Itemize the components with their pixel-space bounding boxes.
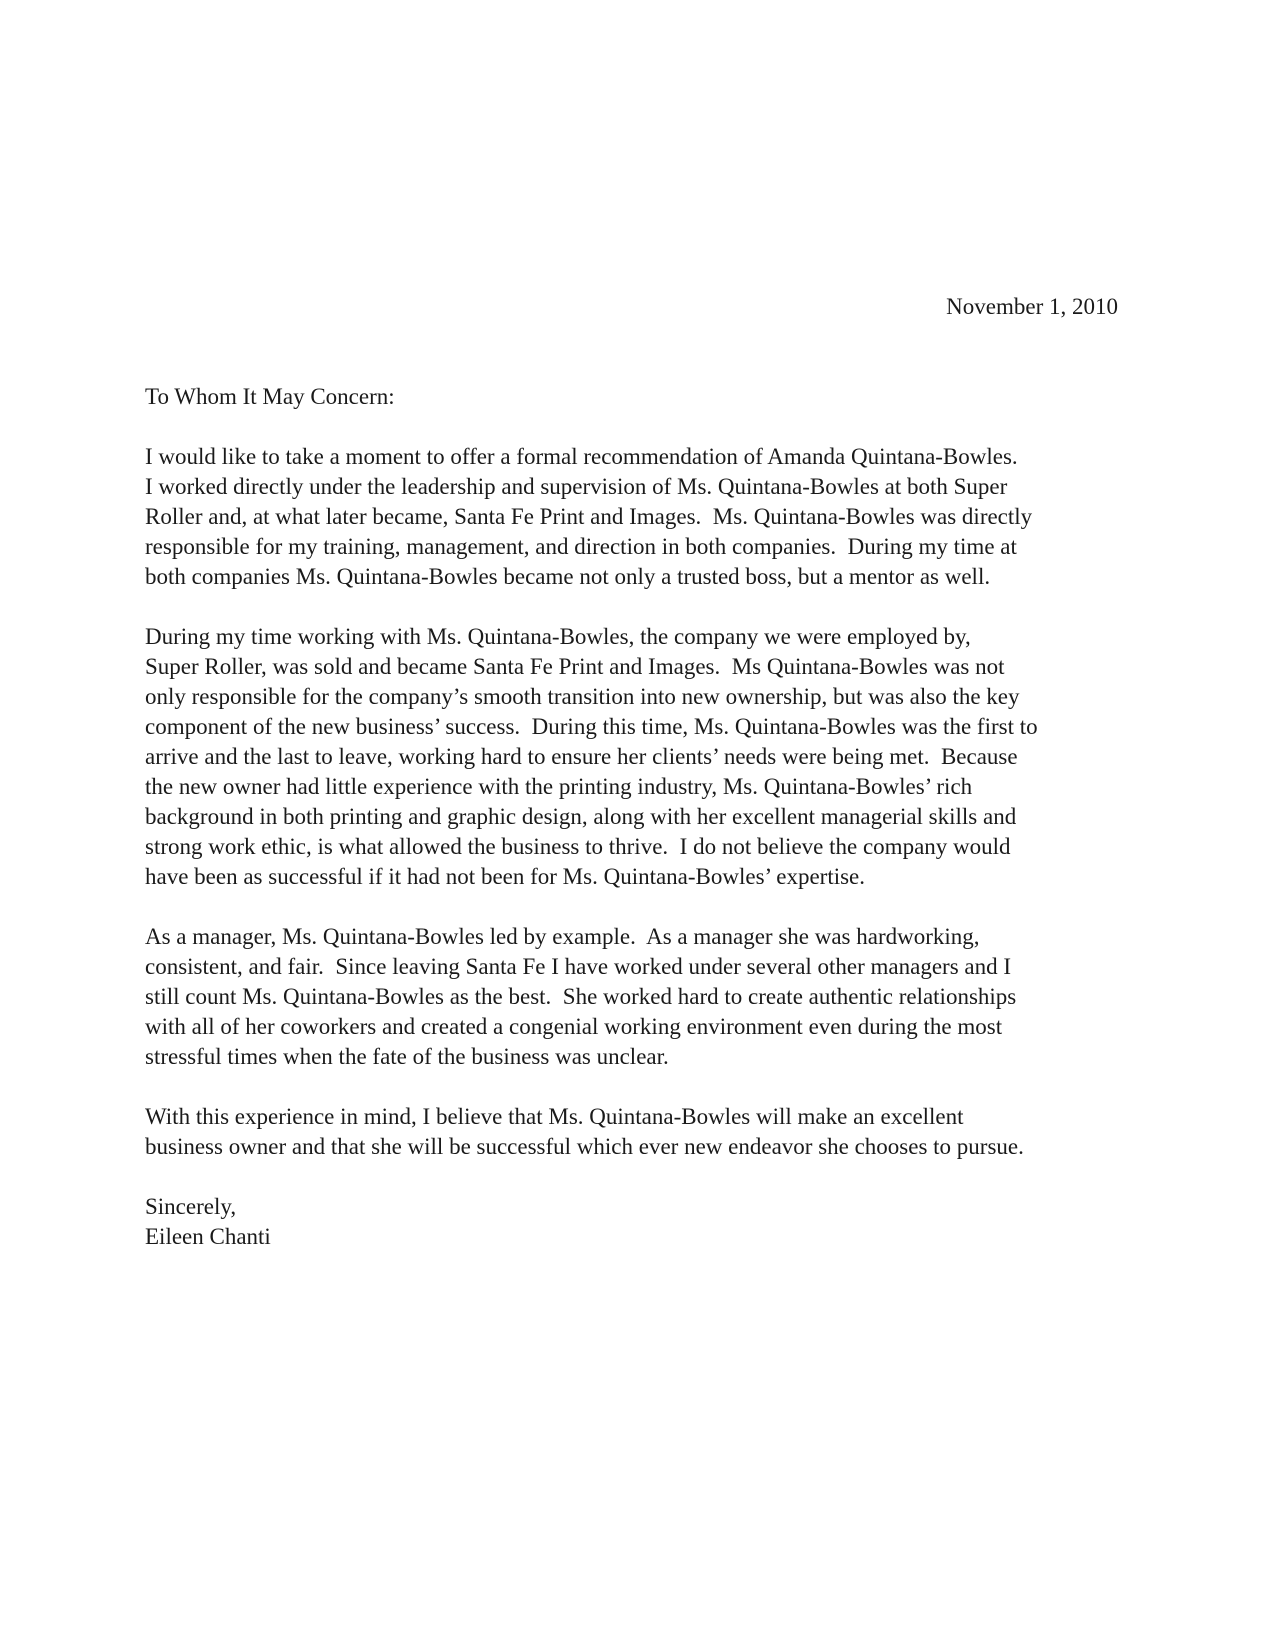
paragraph-2 [145, 622, 1130, 892]
paragraph-line: I worked directly under the leadership and supervision of Ms. Quintana-Bowles at both Super [145, 474, 1008, 499]
paragraph-line: component of the new business’ success. During this time, Ms. Quintana-Bowles was the first to [145, 714, 1038, 739]
paragraph-spacer [145, 892, 1130, 922]
paragraph-1 [145, 442, 1130, 592]
paragraph-line: strong work ethic, is what allowed the business to thrive. I do not believe the company would [145, 834, 1011, 859]
paragraph-line: arrive and the last to leave, working hard to ensure her clients’ needs were being met. Because [145, 744, 1018, 769]
signature-name: Eileen Chanti [145, 1224, 271, 1249]
closing: Sincerely, [145, 1194, 237, 1219]
paragraph-line: I would like to take a moment to offer a formal recommendation of Amanda Quintana-Bowles. [145, 444, 1018, 469]
paragraph-line: the new owner had little experience with the printing industry, Ms. Quintana-Bowles’ rich [145, 774, 973, 799]
letter-date: November 1, 2010 [946, 294, 1118, 319]
paragraph-line: Roller and, at what later became, Santa Fe Print and Images. Ms. Quintana-Bowles was directly [145, 504, 1033, 529]
paragraph-line: business owner and that she will be successful which ever new endeavor she chooses to pursue. [145, 1134, 1024, 1159]
letter-body [145, 382, 1130, 1252]
paragraph-line: Super Roller, was sold and became Santa Fe Print and Images. Ms Quintana-Bowles was not [145, 654, 1005, 679]
paragraph-spacer [145, 1072, 1130, 1102]
paragraph-line: During my time working with Ms. Quintana-Bowles, the company we were employed by, [145, 624, 971, 649]
paragraph-spacer [145, 1162, 1130, 1192]
paragraph-line: have been as successful if it had not been for Ms. Quintana-Bowles’ expertise. [145, 864, 866, 889]
paragraph-line: both companies Ms. Quintana-Bowles became not only a trusted boss, but a mentor as well. [145, 564, 991, 589]
paragraph-line: with all of her coworkers and created a congenial working environment even during the most [145, 1014, 1003, 1039]
paragraph-line: As a manager, Ms. Quintana-Bowles led by example. As a manager she was hardworking, [145, 924, 980, 949]
paragraph-line: With this experience in mind, I believe that Ms. Quintana-Bowles will make an excellent [145, 1104, 964, 1129]
paragraph-line: only responsible for the company’s smooth transition into new ownership, but was also the key [145, 684, 1020, 709]
paragraph-line: responsible for my training, management, and direction in both companies. During my time at [145, 534, 1017, 559]
paragraph-line: stressful times when the fate of the business was unclear. [145, 1044, 669, 1069]
paragraph-line: background in both printing and graphic design, along with her excellent managerial skills and [145, 804, 1017, 829]
paragraph-3 [145, 922, 1130, 1072]
paragraph-4 [145, 1102, 1130, 1162]
salutation: To Whom It May Concern: [145, 384, 395, 409]
paragraph-spacer [145, 592, 1130, 622]
paragraph-line: still count Ms. Quintana-Bowles as the best. She worked hard to create authentic relationships [145, 984, 1017, 1009]
paragraph-spacer [145, 412, 1130, 442]
paragraph-line: consistent, and fair. Since leaving Santa Fe I have worked under several other managers and I [145, 954, 1012, 979]
